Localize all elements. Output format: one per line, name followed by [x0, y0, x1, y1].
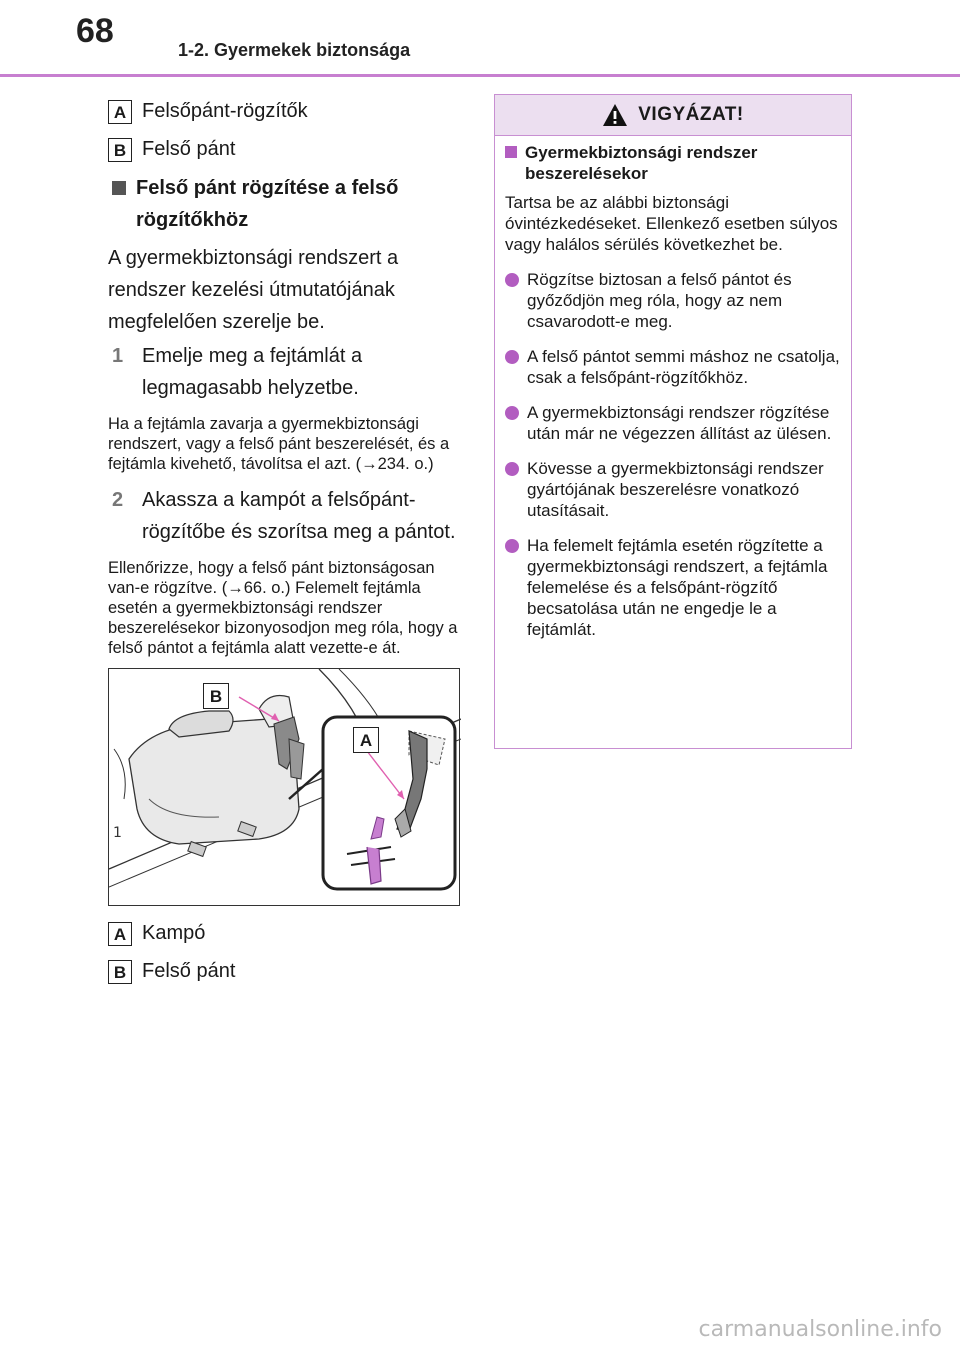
intro-paragraph: A gyermekbiztonsági rendszert a rendszer kezelési útmutatójának megfelelően szerelje be.: [108, 247, 399, 333]
caution-bullet: [505, 346, 841, 388]
figure-label-a: A: [353, 727, 379, 753]
child-seat-drawing: [109, 669, 461, 907]
bullet-dot-icon: [505, 350, 519, 364]
caution-bullet: [505, 269, 841, 332]
note-1: Ha a fejtámla zavarja a gyermekbiztonsági rendszert, vagy a felső pánt beszerelését, és a fejtámla kivehető, távolítsa el azt. (→234. o.): [108, 415, 450, 473]
subheading: [108, 172, 464, 236]
caution-bullet: [505, 458, 841, 521]
note-2: Ellenőrizze, hogy a felső pánt biztonságosan van-e rögzítve. (→66. o.) Felemelt fejtámla esetén a gyermekbiztonsági rendszer beszerelésekor bizonyosodjon meg róla, hogy a felső pántot a fejtámla alatt vezette-e át.: [108, 559, 458, 657]
caution-bullet: [505, 535, 841, 640]
bullet-dot-icon: [505, 462, 519, 476]
label-a: A: [108, 922, 132, 946]
legend-item-b: [108, 130, 464, 168]
label-b: B: [108, 960, 132, 984]
watermark: carmanualsonline.info: [698, 1317, 942, 1342]
bullet-dot-icon: [505, 273, 519, 287]
svg-text:1: 1: [113, 825, 122, 841]
bullet-text: A gyermekbiztonsági rendszer rögzítése után már ne végezzen állítást az ülésen.: [527, 403, 832, 443]
legend-item-a: [108, 914, 464, 952]
header-rule: [0, 74, 960, 77]
left-column: [108, 92, 464, 990]
installation-illustration: [108, 668, 460, 906]
square-bullet-icon: [505, 146, 517, 158]
subheading-line1: Felső pánt rögzítése a felső: [136, 177, 399, 199]
bullet-text: A felső pántot semmi máshoz ne csatolja, csak a felsőpánt-rögzítőkhöz.: [527, 347, 840, 387]
bullet-dot-icon: [505, 406, 519, 420]
legend-text: Felsőpánt-rögzítők: [142, 100, 308, 122]
bullet-text: Ha felemelt fejtámla esetén rögzítette a gyermekbiztonsági rendszert, a fejtámla felemelése és a felsőpánt-rögzítő becsatolása után ne engedje le a fejtámlát.: [527, 536, 828, 639]
caution-header: [495, 95, 851, 136]
caution-title: VIGYÁZAT!: [638, 104, 744, 125]
bullet-text: Kövesse a gyermekbiztonsági rendszer gyártójának beszerelésre vonatkozó utasításait.: [527, 459, 824, 520]
bullet-text: Rögzítse biztosan a felső pántot és győződjön meg róla, hogy az nem csavarodott-e meg.: [527, 270, 792, 331]
step-2: [108, 484, 464, 548]
label-a: A: [108, 100, 132, 124]
caution-subheading-text: Gyermekbiztonsági rendszer beszerelésekor: [525, 143, 758, 183]
warning-triangle-icon: [602, 103, 628, 127]
legend-text: Felső pánt: [142, 960, 236, 982]
step-number: 2: [112, 489, 124, 511]
page-number: 68: [76, 12, 114, 50]
label-b: B: [108, 138, 132, 162]
caution-intro: Tartsa be az alábbi biztonsági óvintézkedéseket. Ellenkező esetben súlyos vagy halálos sérülés következhet be.: [505, 193, 838, 254]
legend-text: Kampó: [142, 922, 206, 944]
step-number: 1: [112, 345, 124, 367]
legend-item-a: [108, 92, 464, 130]
section-title: 1-2. Gyermekek biztonsága: [178, 40, 411, 60]
step-1: [108, 340, 464, 404]
legend-item-b: [108, 952, 464, 990]
subheading-line2: rögzítőkhöz: [136, 209, 249, 231]
caution-box: [494, 94, 852, 749]
step-text: Akassza a kampót a felsőpánt-rögzítőbe és szorítsa meg a pántot.: [142, 489, 456, 543]
figure-label-b: B: [203, 683, 229, 709]
legend-text: Felső pánt: [142, 138, 236, 160]
caution-subheading: [505, 142, 841, 184]
step-text: Emelje meg a fejtámlát a legmagasabb helyzetbe.: [142, 345, 363, 399]
square-bullet-icon: [112, 181, 126, 195]
caution-bullet: [505, 402, 841, 444]
bullet-dot-icon: [505, 539, 519, 553]
